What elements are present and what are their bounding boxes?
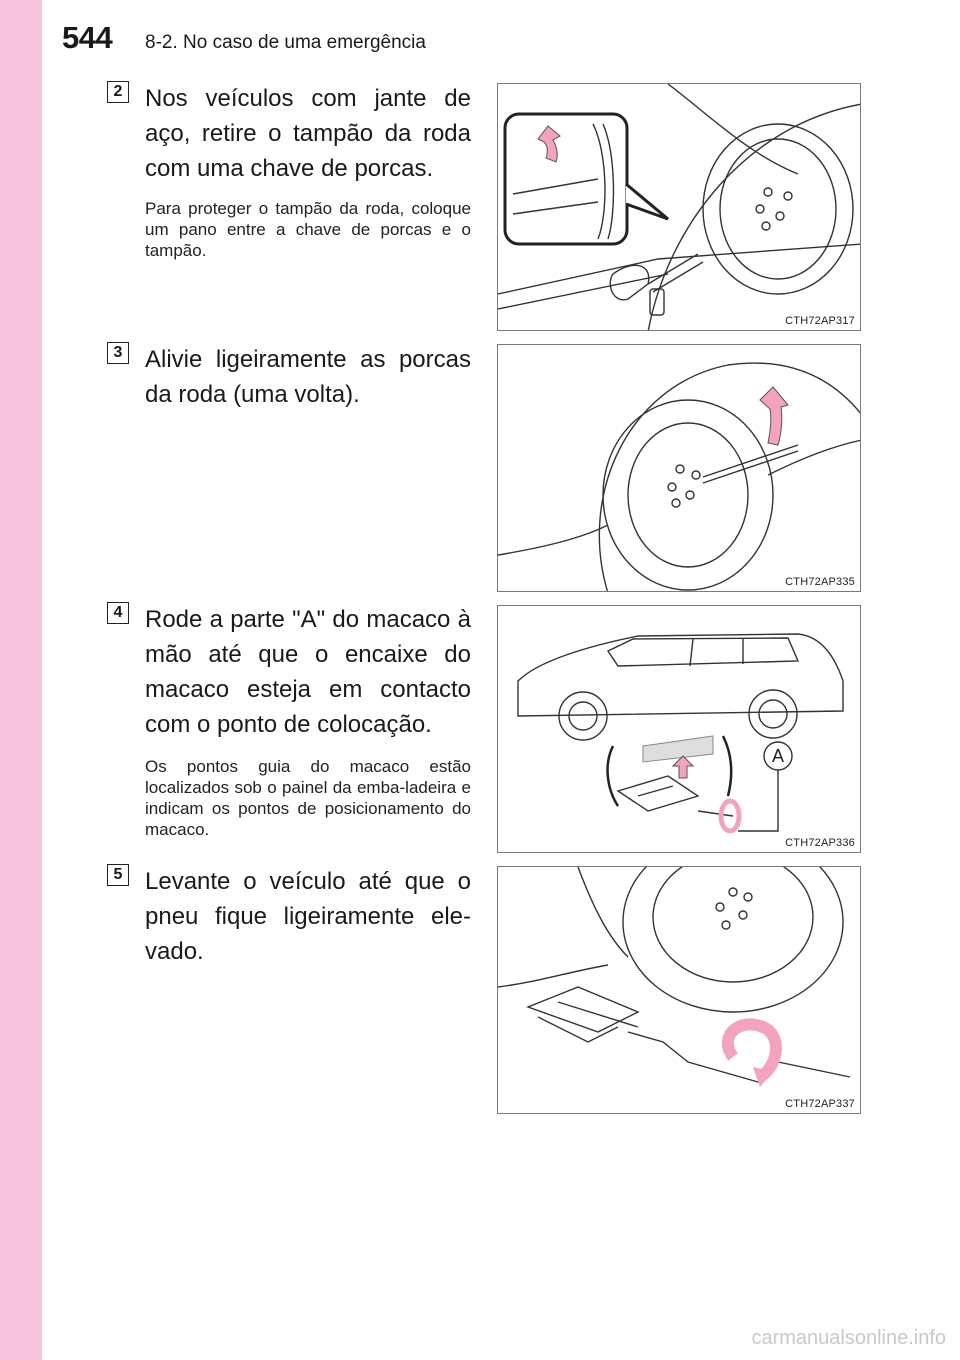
figure-raise-vehicle <box>497 866 861 1114</box>
step-note: Para proteger o tampão da roda, coloque um pano entre a chave de porcas e o tampão. <box>145 199 471 260</box>
side-color-band <box>0 0 42 1360</box>
figure-loosen-nuts <box>497 344 861 592</box>
step-number: 3 <box>107 342 129 364</box>
figure-code: CTH72AP337 <box>785 1098 855 1110</box>
figure-jack-position <box>497 605 861 853</box>
watermark: carmanualsonline.info <box>751 1327 946 1349</box>
step-instruction: Rode a parte "A" do macaco à mão até que o encaixe do macaco esteja em contacto com o ponto de colocação. <box>145 606 471 738</box>
hubcap-illustration <box>498 84 861 331</box>
step-number: 5 <box>107 864 129 886</box>
step-number: 2 <box>107 81 129 103</box>
step-number: 4 <box>107 602 129 624</box>
figure-code: CTH72AP336 <box>785 837 855 849</box>
figure-remove-hubcap <box>497 83 861 331</box>
page-number: 544 <box>62 20 113 55</box>
section-title: 8-2. No caso de uma emergência <box>145 32 426 53</box>
wheel-nuts-illustration <box>498 345 861 592</box>
figure-code: CTH72AP317 <box>785 315 855 327</box>
step-note: Os pontos guia do macaco estão localizados sob o painel da emba-ladeira e indicam os pontos de posicionamento do macaco. <box>145 757 471 839</box>
step-instruction: Nos veículos com jante de aço, retire o tampão da roda com uma chave de porcas. <box>145 85 471 182</box>
step-instruction: Levante o veículo até que o pneu fique ligeiramente ele-vado. <box>145 868 471 965</box>
car-jack-illustration <box>498 606 861 853</box>
step-instruction: Alivie ligeiramente as porcas da roda (uma volta). <box>145 346 471 408</box>
callout-label: A <box>772 746 785 766</box>
figure-code: CTH72AP335 <box>785 576 855 588</box>
raise-vehicle-illustration <box>498 867 861 1114</box>
